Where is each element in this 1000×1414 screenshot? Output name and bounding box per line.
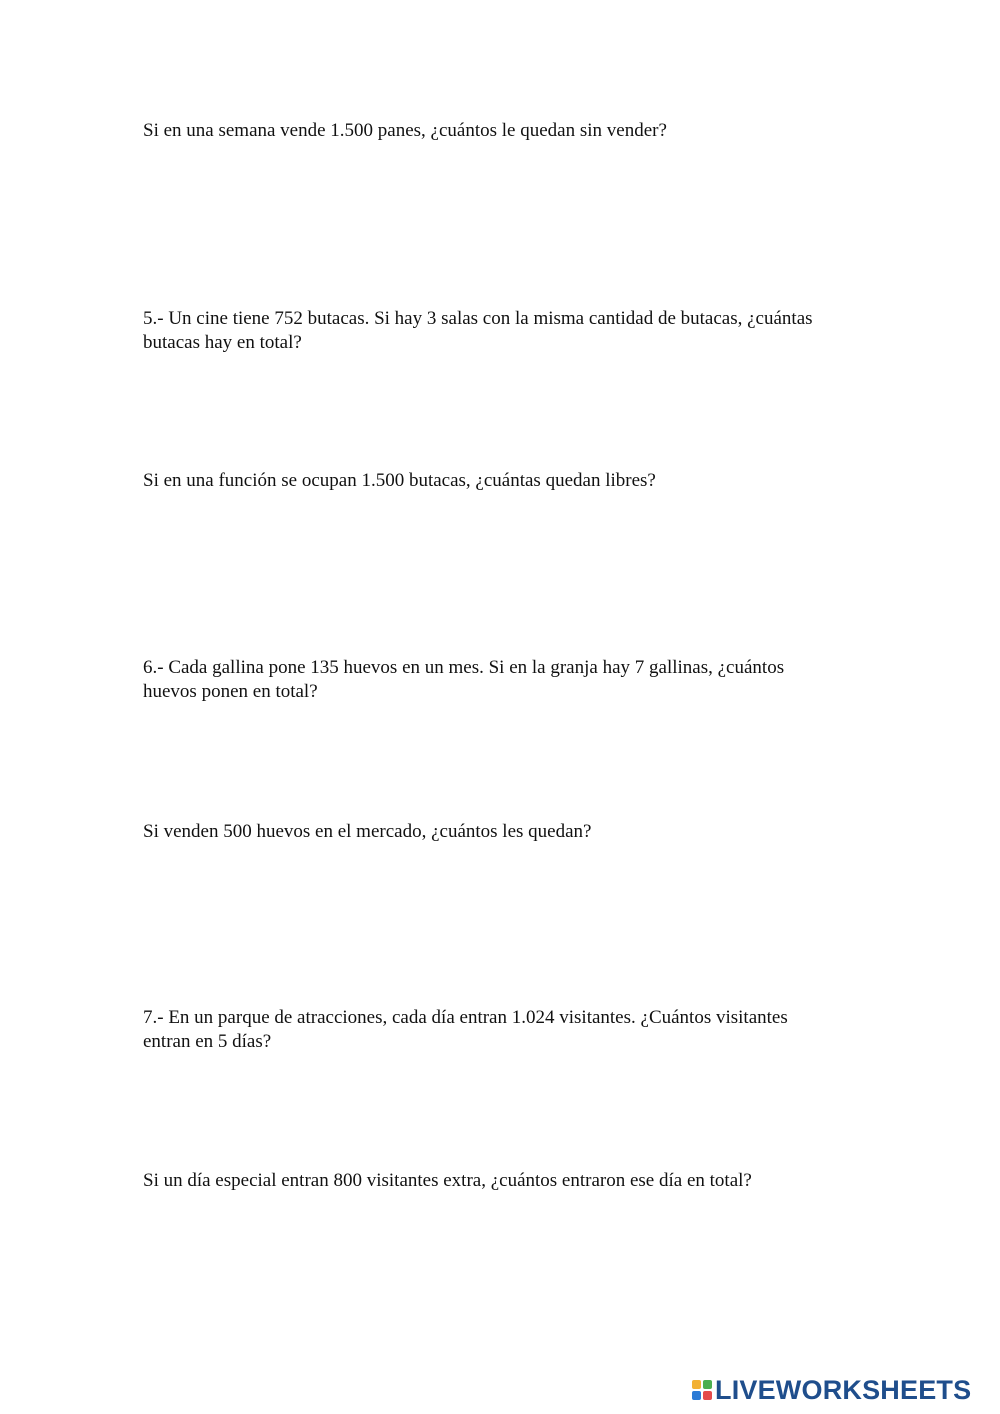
question-text (143, 820, 591, 844)
question-line: Si en una semana vende 1.500 panes, ¿cuántos le quedan sin vender? (143, 120, 667, 141)
question-line: Si venden 500 huevos en el mercado, ¿cuántos les quedan? (143, 821, 592, 842)
question-line: 6.- Cada gallina pone 135 huevos en un mes. Si en la granja hay 7 gallinas, ¿cuántos (143, 657, 785, 678)
question-line: entran en 5 días? (143, 1031, 272, 1052)
question-text (143, 469, 656, 493)
question-line: Si en una función se ocupan 1.500 butacas, ¿cuántas quedan libres? (143, 470, 656, 491)
question-line: 7.- En un parque de atracciones, cada día entran 1.024 visitantes. ¿Cuántos visitantes (143, 1007, 788, 1028)
question-5 (143, 307, 813, 355)
logo-square-blue (692, 1391, 701, 1400)
logo-square-red (703, 1391, 712, 1400)
question-6 (143, 656, 784, 704)
question-line: Si un día especial entran 800 visitantes extra, ¿cuántos entraron ese día en total? (143, 1170, 752, 1191)
logo-square-yellow (692, 1380, 701, 1389)
question-text (143, 1169, 752, 1193)
question-line: huevos ponen en total? (143, 681, 318, 702)
question-line: butacas hay en total? (143, 332, 302, 353)
liveworksheets-logo-icon (692, 1380, 712, 1400)
liveworksheets-logo (692, 1376, 971, 1404)
question-7 (143, 1006, 788, 1054)
logo-text: LIVEWORKSHEETS (715, 1375, 972, 1405)
question-line: 5.- Un cine tiene 752 butacas. Si hay 3 salas con la misma cantidad de butacas, ¿cuántas (143, 308, 813, 329)
logo-square-green (703, 1380, 712, 1389)
question-text (143, 119, 667, 143)
